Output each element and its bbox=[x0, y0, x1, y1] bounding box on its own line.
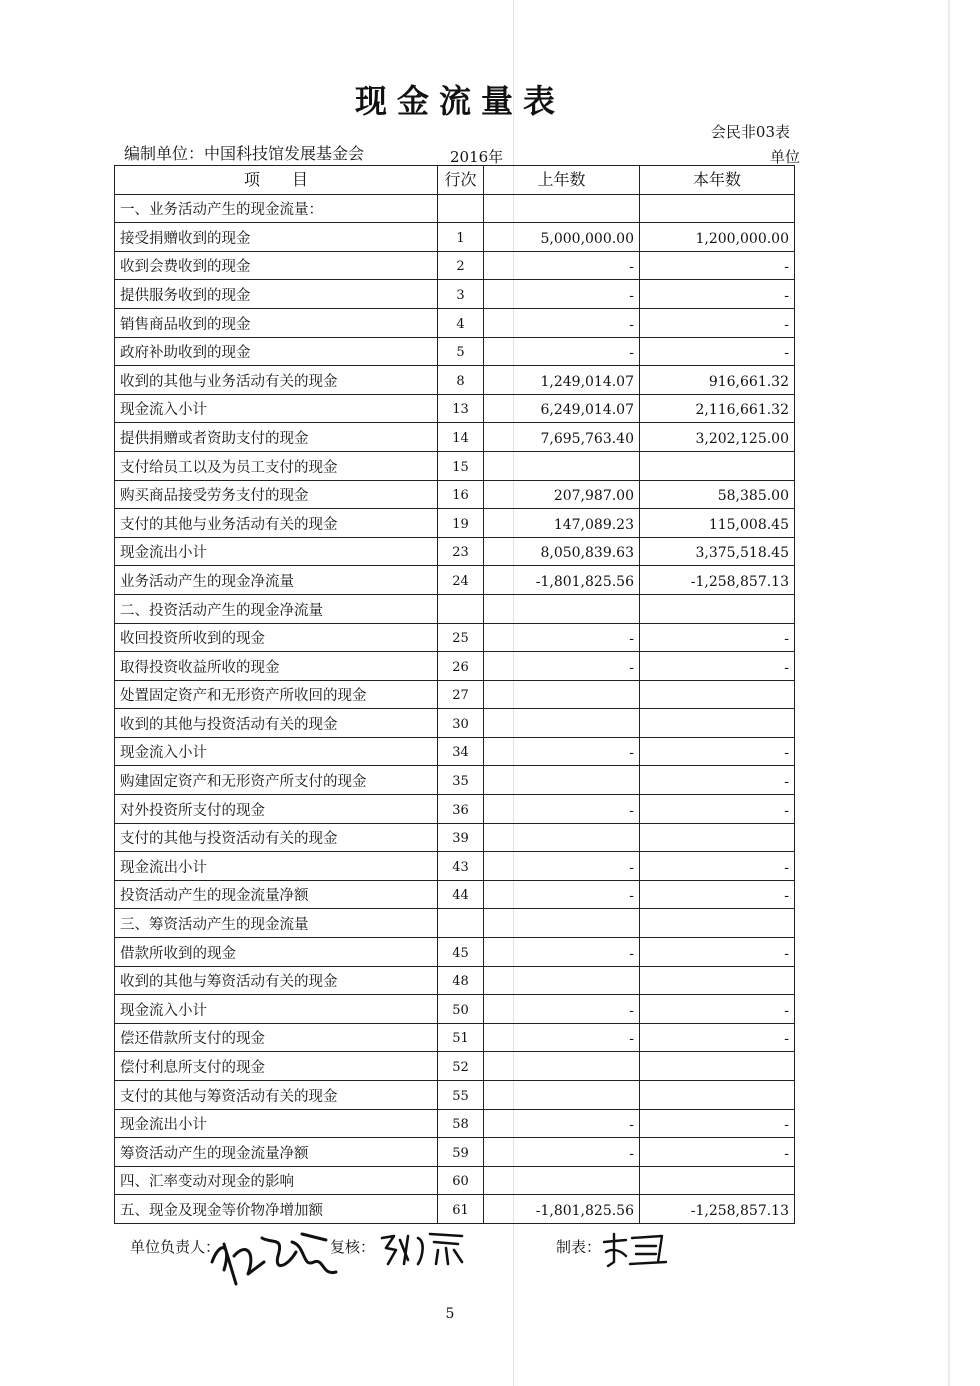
prior-year-amount: -1,801,825.56 bbox=[484, 1195, 640, 1224]
table-row bbox=[115, 423, 795, 452]
row-label: 借款所收到的现金 bbox=[115, 938, 438, 967]
prior-year-amount: - bbox=[484, 880, 640, 909]
current-year-amount: - bbox=[640, 995, 795, 1024]
prior-year-amount bbox=[484, 766, 640, 795]
prior-year-amount bbox=[484, 194, 640, 223]
header-row-number: 行次 bbox=[438, 166, 484, 195]
table-row bbox=[115, 223, 795, 252]
row-number: 34 bbox=[438, 737, 484, 766]
row-label: 投资活动产生的现金流量净额 bbox=[115, 880, 438, 909]
current-year-amount: 3,202,125.00 bbox=[640, 423, 795, 452]
current-year-amount bbox=[640, 680, 795, 709]
current-year-amount: - bbox=[640, 337, 795, 366]
prior-year-amount: - bbox=[484, 280, 640, 309]
table-row bbox=[115, 337, 795, 366]
row-number: 30 bbox=[438, 709, 484, 738]
prior-year-amount: - bbox=[484, 308, 640, 337]
prior-year-amount: - bbox=[484, 1138, 640, 1167]
table-row bbox=[115, 737, 795, 766]
table-row bbox=[115, 909, 795, 938]
prior-year-amount bbox=[484, 451, 640, 480]
current-year-amount bbox=[640, 594, 795, 623]
current-year-amount: - bbox=[640, 795, 795, 824]
row-label: 现金流出小计 bbox=[115, 537, 438, 566]
row-number: 35 bbox=[438, 766, 484, 795]
table-row bbox=[115, 1109, 795, 1138]
row-label: 收到的其他与投资活动有关的现金 bbox=[115, 709, 438, 738]
row-label: 现金流入小计 bbox=[115, 995, 438, 1024]
header-item: 项 目 bbox=[115, 166, 438, 195]
table-row bbox=[115, 852, 795, 881]
current-year-amount: - bbox=[640, 737, 795, 766]
current-year-amount: 115,008.45 bbox=[640, 509, 795, 538]
row-number: 5 bbox=[438, 337, 484, 366]
row-label: 政府补助收到的现金 bbox=[115, 337, 438, 366]
prior-year-amount bbox=[484, 823, 640, 852]
header-prior-year: 上年数 bbox=[484, 166, 640, 195]
row-number: 1 bbox=[438, 223, 484, 252]
current-year-amount: - bbox=[640, 1023, 795, 1052]
row-label: 偿付利息所支付的现金 bbox=[115, 1052, 438, 1081]
row-number: 14 bbox=[438, 423, 484, 452]
prior-year-amount: - bbox=[484, 623, 640, 652]
row-number: 26 bbox=[438, 652, 484, 681]
current-year-amount: - bbox=[640, 1138, 795, 1167]
row-number: 19 bbox=[438, 509, 484, 538]
current-year-amount: -1,258,857.13 bbox=[640, 1195, 795, 1224]
current-year-amount: 2,116,661.32 bbox=[640, 394, 795, 423]
reporting-organization: 编制单位：中国科技馆发展基金会 bbox=[124, 144, 365, 163]
current-year-amount bbox=[640, 1081, 795, 1110]
row-number: 44 bbox=[438, 880, 484, 909]
row-number: 36 bbox=[438, 795, 484, 824]
row-label: 对外投资所支付的现金 bbox=[115, 795, 438, 824]
unit-label: 单位 bbox=[770, 148, 801, 166]
prior-year-amount: 6,249,014.07 bbox=[484, 394, 640, 423]
report-year: 2016年 bbox=[450, 148, 504, 166]
prior-year-amount bbox=[484, 709, 640, 738]
table-row bbox=[115, 394, 795, 423]
cash-flow-table bbox=[114, 165, 795, 1224]
row-label: 提供捐赠或者资助支付的现金 bbox=[115, 423, 438, 452]
row-number: 3 bbox=[438, 280, 484, 309]
current-year-amount: 1,200,000.00 bbox=[640, 223, 795, 252]
table-row bbox=[115, 1052, 795, 1081]
current-year-amount bbox=[640, 451, 795, 480]
prior-year-amount bbox=[484, 1052, 640, 1081]
current-year-amount: - bbox=[640, 880, 795, 909]
table-row bbox=[115, 537, 795, 566]
row-number: 13 bbox=[438, 394, 484, 423]
table-row bbox=[115, 480, 795, 509]
row-number: 60 bbox=[438, 1166, 484, 1195]
prior-year-amount bbox=[484, 966, 640, 995]
row-label: 支付的其他与投资活动有关的现金 bbox=[115, 823, 438, 852]
row-label: 收回投资所收到的现金 bbox=[115, 623, 438, 652]
prior-year-amount bbox=[484, 909, 640, 938]
page-title: 现金流量表 bbox=[354, 82, 565, 120]
current-year-amount bbox=[640, 1166, 795, 1195]
row-number: 8 bbox=[438, 366, 484, 395]
current-year-amount: -1,258,857.13 bbox=[640, 566, 795, 595]
row-number bbox=[438, 594, 484, 623]
table-body bbox=[115, 194, 795, 1223]
table-row bbox=[115, 251, 795, 280]
current-year-amount bbox=[640, 194, 795, 223]
row-number: 45 bbox=[438, 938, 484, 967]
table-row bbox=[115, 966, 795, 995]
table-row bbox=[115, 566, 795, 595]
row-number: 27 bbox=[438, 680, 484, 709]
row-number: 23 bbox=[438, 537, 484, 566]
row-number: 50 bbox=[438, 995, 484, 1024]
row-number: 39 bbox=[438, 823, 484, 852]
current-year-amount: 58,385.00 bbox=[640, 480, 795, 509]
current-year-amount: - bbox=[640, 251, 795, 280]
table-row bbox=[115, 995, 795, 1024]
current-year-amount: 916,661.32 bbox=[640, 366, 795, 395]
table-row bbox=[115, 280, 795, 309]
prior-year-amount bbox=[484, 680, 640, 709]
current-year-amount: - bbox=[640, 852, 795, 881]
table-row bbox=[115, 451, 795, 480]
row-number: 4 bbox=[438, 308, 484, 337]
row-label: 现金流出小计 bbox=[115, 852, 438, 881]
prior-year-amount: - bbox=[484, 995, 640, 1024]
prior-year-amount bbox=[484, 1166, 640, 1195]
row-number: 15 bbox=[438, 451, 484, 480]
reviewer-label: 复核： bbox=[330, 1238, 376, 1256]
prior-year-amount: - bbox=[484, 1109, 640, 1138]
row-number: 52 bbox=[438, 1052, 484, 1081]
row-label: 收到的其他与筹资活动有关的现金 bbox=[115, 966, 438, 995]
row-number: 59 bbox=[438, 1138, 484, 1167]
current-year-amount: - bbox=[640, 652, 795, 681]
table-row bbox=[115, 194, 795, 223]
row-label: 接受捐赠收到的现金 bbox=[115, 223, 438, 252]
table-row bbox=[115, 652, 795, 681]
row-label: 四、汇率变动对现金的影响 bbox=[115, 1166, 438, 1195]
row-label: 提供服务收到的现金 bbox=[115, 280, 438, 309]
table-row bbox=[115, 880, 795, 909]
row-number: 61 bbox=[438, 1195, 484, 1224]
row-label: 取得投资收益所收的现金 bbox=[115, 652, 438, 681]
unit-head-signature bbox=[206, 1222, 346, 1296]
row-label: 处置固定资产和无形资产所收回的现金 bbox=[115, 680, 438, 709]
row-label: 现金流入小计 bbox=[115, 394, 438, 423]
prior-year-amount: 5,000,000.00 bbox=[484, 223, 640, 252]
unit-head-label: 单位负责人： bbox=[130, 1238, 221, 1256]
row-label: 购买商品接受劳务支付的现金 bbox=[115, 480, 438, 509]
prior-year-amount bbox=[484, 1081, 640, 1110]
prior-year-amount: - bbox=[484, 1023, 640, 1052]
table-header-row bbox=[115, 166, 795, 195]
row-label: 收到的其他与业务活动有关的现金 bbox=[115, 366, 438, 395]
current-year-amount: - bbox=[640, 1109, 795, 1138]
row-number: 24 bbox=[438, 566, 484, 595]
row-number: 25 bbox=[438, 623, 484, 652]
table-row bbox=[115, 623, 795, 652]
prior-year-amount bbox=[484, 594, 640, 623]
row-label: 偿还借款所支付的现金 bbox=[115, 1023, 438, 1052]
scan-edge-line bbox=[948, 0, 950, 1386]
prior-year-amount: -1,801,825.56 bbox=[484, 566, 640, 595]
row-number: 55 bbox=[438, 1081, 484, 1110]
prior-year-amount: 8,050,839.63 bbox=[484, 537, 640, 566]
row-label: 支付给员工以及为员工支付的现金 bbox=[115, 451, 438, 480]
table-row bbox=[115, 938, 795, 967]
row-label: 业务活动产生的现金净流量 bbox=[115, 566, 438, 595]
current-year-amount bbox=[640, 709, 795, 738]
row-label: 销售商品收到的现金 bbox=[115, 308, 438, 337]
prior-year-amount: - bbox=[484, 938, 640, 967]
table-row bbox=[115, 1195, 795, 1224]
table-row bbox=[115, 1138, 795, 1167]
row-number: 51 bbox=[438, 1023, 484, 1052]
table-row bbox=[115, 1081, 795, 1110]
row-number: 2 bbox=[438, 251, 484, 280]
prior-year-amount: 7,695,763.40 bbox=[484, 423, 640, 452]
preparer-label: 制表： bbox=[556, 1238, 602, 1256]
row-label: 一、业务活动产生的现金流量： bbox=[115, 194, 438, 223]
row-label: 三、筹资活动产生的现金流量 bbox=[115, 909, 438, 938]
form-code: 会民非03表 bbox=[710, 123, 790, 141]
row-label: 支付的其他与筹资活动有关的现金 bbox=[115, 1081, 438, 1110]
current-year-amount: - bbox=[640, 623, 795, 652]
header-current-year: 本年数 bbox=[640, 166, 795, 195]
prior-year-amount: - bbox=[484, 251, 640, 280]
table-row bbox=[115, 308, 795, 337]
row-number: 48 bbox=[438, 966, 484, 995]
table-row bbox=[115, 509, 795, 538]
row-label: 现金流入小计 bbox=[115, 737, 438, 766]
table-row bbox=[115, 1166, 795, 1195]
row-number bbox=[438, 194, 484, 223]
current-year-amount: - bbox=[640, 280, 795, 309]
row-number: 58 bbox=[438, 1109, 484, 1138]
preparer-signature bbox=[600, 1232, 670, 1272]
prior-year-amount: - bbox=[484, 795, 640, 824]
prior-year-amount: 147,089.23 bbox=[484, 509, 640, 538]
current-year-amount: - bbox=[640, 766, 795, 795]
row-label: 筹资活动产生的现金流量净额 bbox=[115, 1138, 438, 1167]
table-row bbox=[115, 680, 795, 709]
row-label: 购建固定资产和无形资产所支付的现金 bbox=[115, 766, 438, 795]
row-label: 二、投资活动产生的现金净流量 bbox=[115, 594, 438, 623]
table-row bbox=[115, 594, 795, 623]
table-row bbox=[115, 766, 795, 795]
row-number: 16 bbox=[438, 480, 484, 509]
table-row bbox=[115, 709, 795, 738]
current-year-amount bbox=[640, 966, 795, 995]
row-label: 收到会费收到的现金 bbox=[115, 251, 438, 280]
row-number: 43 bbox=[438, 852, 484, 881]
prior-year-amount: - bbox=[484, 652, 640, 681]
table-row bbox=[115, 823, 795, 852]
table-row bbox=[115, 795, 795, 824]
row-number bbox=[438, 909, 484, 938]
prior-year-amount: 1,249,014.07 bbox=[484, 366, 640, 395]
prior-year-amount: - bbox=[484, 337, 640, 366]
row-label: 五、现金及现金等价物净增加额 bbox=[115, 1195, 438, 1224]
current-year-amount: - bbox=[640, 938, 795, 967]
prior-year-amount: - bbox=[484, 852, 640, 881]
row-label: 支付的其他与业务活动有关的现金 bbox=[115, 509, 438, 538]
table-row bbox=[115, 1023, 795, 1052]
current-year-amount bbox=[640, 909, 795, 938]
prior-year-amount: - bbox=[484, 737, 640, 766]
row-label: 现金流出小计 bbox=[115, 1109, 438, 1138]
table-row bbox=[115, 366, 795, 395]
current-year-amount bbox=[640, 823, 795, 852]
prior-year-amount: 207,987.00 bbox=[484, 480, 640, 509]
reviewer-signature bbox=[378, 1228, 468, 1274]
page-number: 5 bbox=[445, 1306, 455, 1322]
current-year-amount bbox=[640, 1052, 795, 1081]
current-year-amount: - bbox=[640, 308, 795, 337]
current-year-amount: 3,375,518.45 bbox=[640, 537, 795, 566]
